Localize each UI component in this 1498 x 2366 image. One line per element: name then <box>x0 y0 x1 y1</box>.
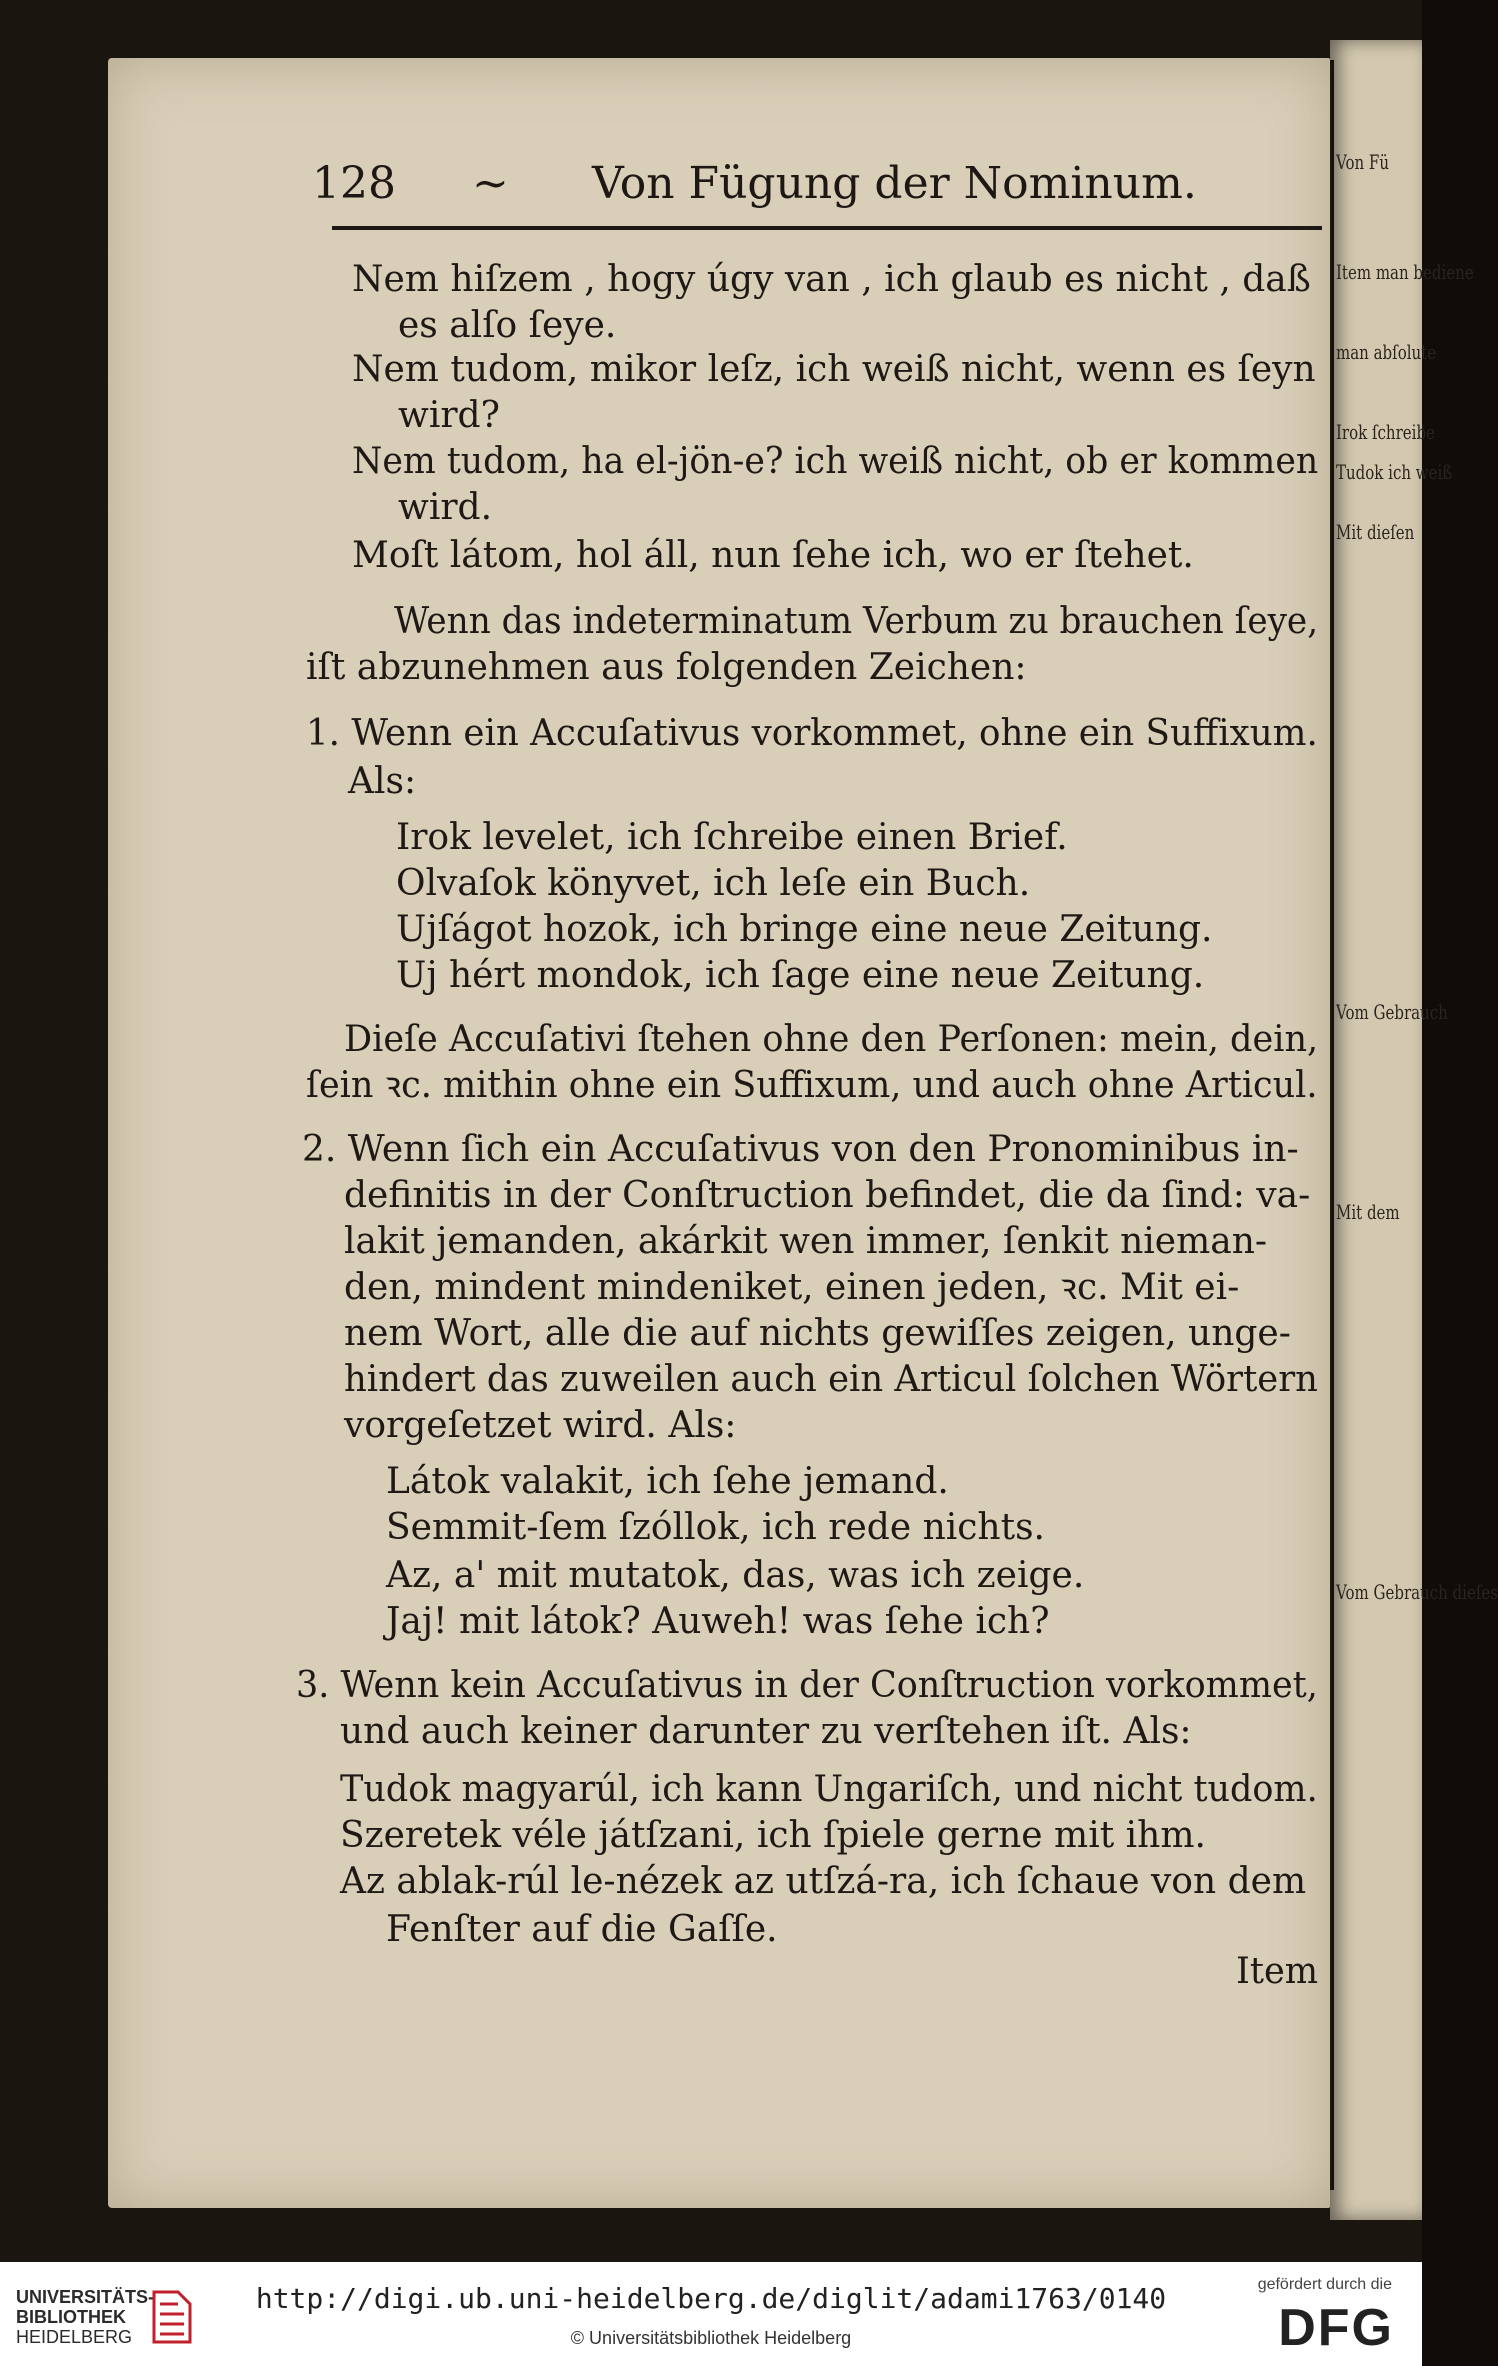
facing-page-fragment: Tudok ich weiß <box>1336 460 1453 484</box>
permalink-url[interactable]: http://digi.ub.uni-heidelberg.de/diglit/adami1763/0140 <box>255 2282 1167 2315</box>
text-line: Olvaſok könyvet, ich leſe ein Buch. <box>396 863 1031 904</box>
dfg-logo[interactable]: DFG <box>1278 2299 1394 2357</box>
copyright-notice: © Universitätsbibliothek Heidelberg <box>570 2328 852 2348</box>
text-line: Uj hért mondok, ich ſage eine neue Zeitung. <box>396 955 1205 996</box>
text-line: Az, a' mit mutatok, das, was ich zeige. <box>386 1555 1085 1596</box>
logo-line: UNIVERSITÄTS- <box>16 2287 155 2307</box>
text-line: Semmit-ſem ſzóllok, ich rede nichts. <box>386 1507 1046 1548</box>
text-line: hindert das zuweilen auch ein Articul ſolchen Wörtern <box>344 1359 1318 1400</box>
logo-line: BIBLIOTHEK <box>16 2306 126 2327</box>
text-line: ſein ꝛc. mithin ohne ein Suffixum, und auch ohne Articul. <box>306 1065 1318 1106</box>
text-line: Ujſágot hozok, ich bringe eine neue Zeitung. <box>396 909 1213 950</box>
text-line: es alſo ſeye. <box>398 305 617 346</box>
facing-page-fragment: Irok ſchreibe <box>1336 420 1435 444</box>
text-line: den, mindent mindeniket, einen jeden, ꝛc. Mit ei- <box>344 1267 1240 1308</box>
text-line: wird? <box>398 395 500 436</box>
page-number: 128 <box>312 158 396 209</box>
header-rule <box>332 226 1322 230</box>
text-line: und auch keiner darunter zu verſtehen iſt. Als: <box>340 1711 1192 1752</box>
text-line: Látok valakit, ich ſehe jemand. <box>386 1461 949 1502</box>
text-line: Fenſter auf die Gaſſe. <box>386 1909 778 1950</box>
viewer-footer <box>0 2262 1422 2366</box>
facing-page-fragment: man abſolute <box>1336 340 1437 364</box>
text-line: nem Wort, alle die auf nichts gewiſſes zeigen, unge- <box>344 1313 1291 1354</box>
text-line: Nem hiſzem , hogy úgy van , ich glaub es nicht , daß <box>352 259 1311 300</box>
facing-page-fragment: Mit dieſen <box>1336 520 1415 544</box>
dfg-funding-note: gefördert durch die <box>1257 2276 1392 2293</box>
facing-page-fragment: Von Fü <box>1336 150 1389 174</box>
text-line: Nem tudom, ha el-jön-e? ich weiß nicht, ob er kommen <box>352 441 1319 482</box>
facing-page-edge <box>1330 40 1498 2220</box>
running-title: Von Fügung der Nominum. <box>592 158 1197 209</box>
text-line: Irok levelet, ich ſchreibe einen Brief. <box>396 817 1068 858</box>
facing-page-fragment: Vom Gebrauch <box>1336 1000 1448 1024</box>
text-line: Nem tudom, mikor leſz, ich weiß nicht, wenn es ſeyn <box>352 349 1316 390</box>
catchword: Item <box>1236 1951 1319 1992</box>
text-line: Az ablak-rúl le-nézek az utſzá-ra, ich ſchaue von dem <box>340 1861 1307 1902</box>
text-line: Als: <box>348 761 417 802</box>
text-line: wird. <box>398 487 493 528</box>
text-line: 2. Wenn ſich ein Accuſativus von den Pronominibus in- <box>302 1129 1299 1170</box>
text-line: vorgeſetzet wird. Als: <box>344 1405 737 1446</box>
facing-page-fragment: Mit dem <box>1336 1200 1400 1224</box>
text-line: Moſt látom, hol áll, nun ſehe ich, wo er ſtehet. <box>352 535 1194 576</box>
text-line: Dieſe Accuſativi ſtehen ohne den Perſonen: mein, dein, <box>344 1019 1319 1060</box>
text-line: Szeretek véle játſzani, ich ſpiele gerne mit ihm. <box>340 1815 1206 1856</box>
text-line: definitis in der Conſtruction befindet, die da ſind: va- <box>344 1175 1311 1216</box>
text-line: 1. Wenn ein Accuſativus vorkommet, ohne ein Suffixum. <box>306 713 1318 754</box>
page-header <box>312 158 1312 218</box>
text-line: iſt abzunehmen aus folgenden Zeichen: <box>306 647 1027 688</box>
text-line: Tudok magyarúl, ich kann Ungariſch, und nicht tudom. <box>340 1769 1318 1810</box>
header-mark: ~ <box>472 158 509 209</box>
logo-line: HEIDELBERG <box>16 2326 133 2347</box>
text-line: lakit jemanden, akárkit wen immer, ſenkit nieman- <box>344 1221 1268 1262</box>
text-line: Jaj! mit látok? Auweh! was ſehe ich? <box>386 1601 1050 1642</box>
facing-page-fragment: Item man bediene <box>1336 260 1474 284</box>
facing-page-fragment: Vom Gebrauch dieſes <box>1336 1580 1498 1604</box>
text-line: Wenn das indeterminatum Verbum zu brauchen ſeye, <box>394 601 1319 642</box>
text-line: 3. Wenn kein Accuſativus in der Conſtruction vorkommet, <box>296 1665 1318 1706</box>
